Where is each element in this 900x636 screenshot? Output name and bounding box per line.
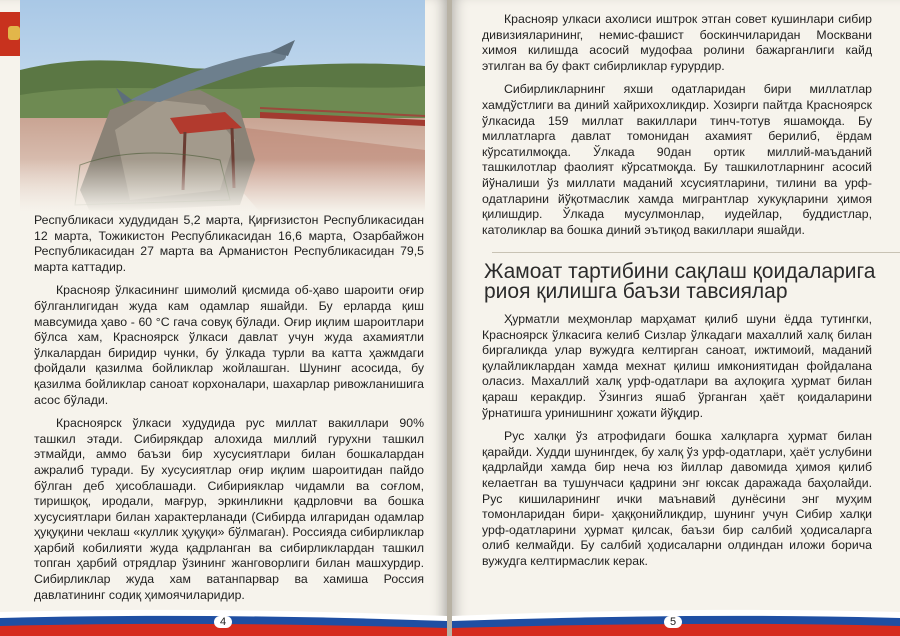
photo-illustration — [20, 0, 425, 212]
paragraph: Республикаси худудидан 5,2 марта, Қирғизистон Республикасидан 12 марта, Тожикистон Республикасидан 16,6 марта, Озарбайжон Республикасидан 27 марта ва Арманистон Республикасидан 79,5 марта каттадир. — [34, 213, 424, 274]
coat-of-arms-icon — [8, 26, 20, 40]
section-heading: Жамоат тартибини сақлаш қоидаларига риоя қилишга баъзи тавсиялар — [484, 260, 876, 303]
paragraph: Ҳурматли меҳмонлар марҳамат қилиб шуни ёдда тутингки, Красноярск ўлкасига келиб Сизлар ўлкадаги махаллий халқ билан биргаликда улар вужудга келтирган саноат, ижтимоий, маданий қулайликлардан хамда мехнат қилиш имкониятидан фойдалана оласиз. Махаллий халқ урф-одатлари ва аҳлоқига ҳурмат билан қараш керакдир. Ўзингиз яшаб ўрганган ҳаёт қоидаларини ўрнатишга уринишнинг ҳожати йўқдир. — [482, 312, 872, 420]
photo-sturgeon-monument — [20, 0, 425, 212]
paragraph: Красноярск ўлкаси худудида рус миллат вакиллари 90% ташкил этади. Сибирякдар алохида миллий гурухни ташкил этмайди, аммо баъзи бир хусусиятлари билан бошкалардан ажралиб туради. Бу хусусиятлар оғир иқлим шароитидан пайдо бўлган деб ҳисоблашади. Сибирияклар чидамли ва соғлом, тиришқоқ, иродали, мағрур, эркинликни қадрловчи ва бошка хусусиятлари билан характерланади (Сибирда илгаридан одамлар ҳуқуқини чеклаш «куллик ҳуқуқи» бўлмаган). Россияда сибирликлар ҳарбий кобилияти жуда қадрланган ва сибирликлардан ташкил топган ҳарбий отрядлар ўзининг жанговорлиги билан машхурдир. Сибирликлар жуда хам ватанпарвар ва хамиша Россия давлатининг содиқ ҳимоячиларидир. — [34, 416, 424, 602]
right-page — [452, 0, 900, 636]
paragraph: Рус халқи ўз атрофидаги бошка халқларга ҳурмат билан қарайди. Худди шунингдек, бу халқ ўз урф-одатлари, ҳаёт услубини қадрлайди хамда бир неча юз йиллар давомида ҳимоя қилиб келаетган ва тушунчаси қадрини энг юксак даражада баҳолайди. Рус кишиларининг ички маънавий дунёсини энг муҳим томонларидан бири- ҳаққонийликдир, шунинг учун Сибир халқи урф-одатларини ҳурмат қилсак, баъзи бир салбий ҳодисаларга олиб келмайди. Бу салбий ҳодисаларни олдиндан иложи борича вужудга келтирмаслик керак. — [482, 429, 872, 568]
right-page-top-body — [482, 12, 872, 246]
heading-rule — [492, 252, 900, 253]
right-page-bottom-body — [482, 312, 872, 578]
left-page-body — [34, 213, 424, 611]
paragraph: Краснояр улкаси ахолиси иштрок этган совет кушинлари сибир дивизияларининг, немис-фашист боскинчиларидан Москвани химоя килишда асосий мудофаа ролини бажарганлиги кайд этилган ва бу факт сибирликлар ғурурдир. — [482, 12, 872, 73]
paragraph: Сибирликларнинг яхши одатларидан бири миллатлар хамдўстлиги ва диний хайрихохликдир. Хозирги пайтда Красноярск ўлкасида 159 миллат вакиллари тинч-тотув яшамоқда. Бу миллатларга давлат томонидан ахамият берилиб, ёрдам кўрсатилмоқда. Ўлкада 90дан ортик миллий-маъданий ташкилотлар фаолият кўрсатмоқда. Бу ташкилотларнинг асосий йўналиши ўз миллати маданий хсусиятларини, тилини ва урф-одатларини йўқотмаслик хамда мигрантлар хукуқларини ҳимоя қилишдир. Ўлкада мусулмонлар, иудейлар, буддистлар, католиклар ва бошка диний эътиқод вакиллари яшайди. — [482, 82, 872, 237]
paragraph: Краснояр ўлкасининг шимолий қисмида об-ҳаво шароити оғир бўлганлигидан жуда кам одамлар яшайди. Бу ерларда қиш мавсумида ҳаво - 60 °С гача совуқ бўлади. Оғир иқлим шароитлари бўлса хам, Красноярск ўлкаси давлат учун жуда ахамиятли ўлкалардан биридир чунки, бу ўлкада турли ва катта ҳажмдаги фойдали қазилма бойликлар жойлашган. Шунинг асосида, бу қазилма бойликлар саноат корхоналари, шахарлар ривожланишига асос бўлади. — [34, 283, 424, 407]
page-number: 4 — [214, 616, 232, 628]
page-number: 5 — [664, 616, 682, 628]
left-page — [0, 0, 447, 636]
